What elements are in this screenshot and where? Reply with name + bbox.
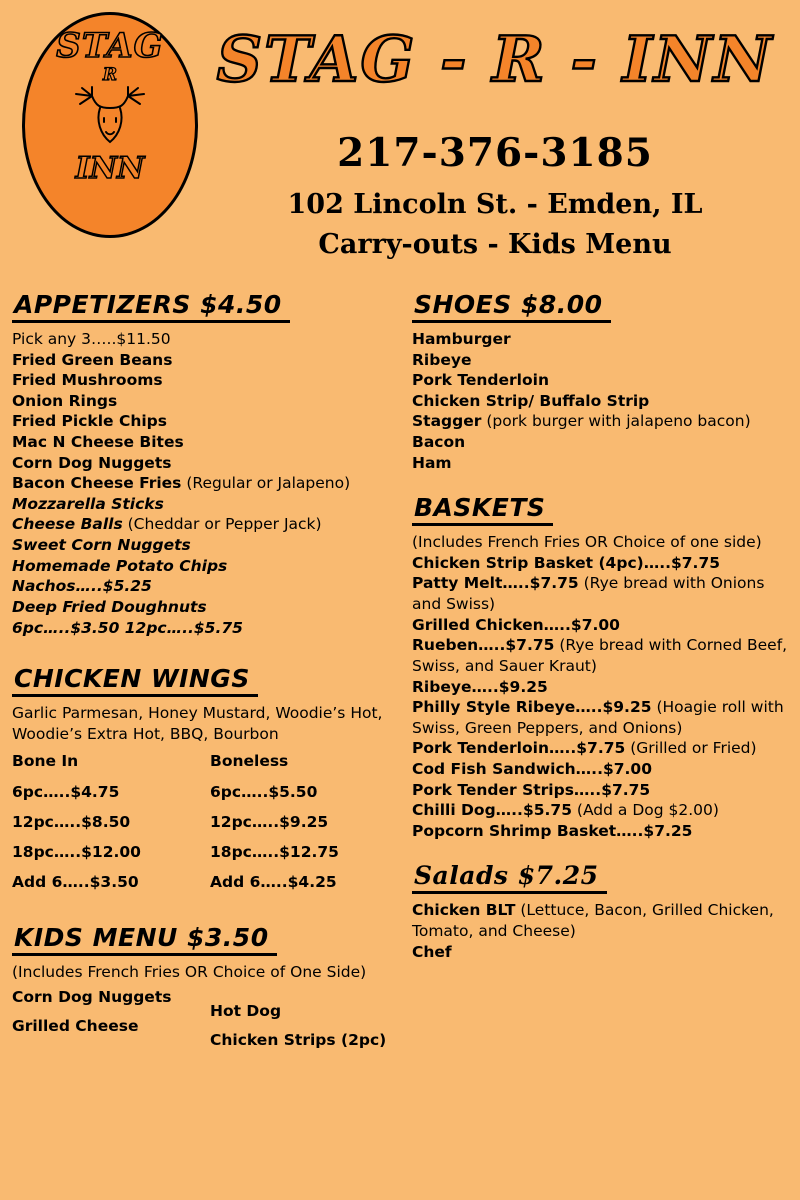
kids-item-grid — [12, 983, 408, 1054]
menu-item: Chilli Dog…..$5.75 (Add a Dog $2.00) — [412, 801, 719, 820]
menu-item: Pork Tenderloin…..$7.75 (Grilled or Fried) — [412, 739, 757, 758]
menu-item: Deep Fried Doughnuts — [12, 597, 207, 616]
kids-left-items — [12, 983, 210, 1054]
wings-bone-in — [12, 746, 210, 897]
appetizers-note: Pick any 3…..$11.50 — [12, 330, 171, 348]
price-line: 6pc…..$4.75 — [12, 782, 120, 801]
price-line: Add 6…..$4.25 — [210, 873, 337, 892]
menu-item: Fried Mushrooms — [12, 371, 163, 390]
page-title: STAG - R - INN — [216, 22, 774, 96]
logo-r-text: R — [102, 65, 118, 85]
shoes-heading: SHOES $8.00 — [412, 290, 611, 323]
section-chicken-wings — [12, 664, 408, 897]
price-line: Add 6…..$3.50 — [12, 873, 139, 892]
boneless-label: Boneless — [210, 752, 289, 771]
menu-item: Homemade Potato Chips — [12, 556, 228, 575]
menu-item: Ham — [412, 453, 452, 472]
menu-item: Fried Pickle Chips — [12, 412, 167, 431]
menu-item: Bacon — [412, 433, 466, 452]
menu-item: Onion Rings — [12, 391, 118, 410]
carryouts-label: Carry-outs - Kids Menu — [318, 229, 672, 260]
phone-number: 217-376-3185 — [337, 130, 653, 176]
menu-item: Ribeye — [412, 350, 472, 369]
restaurant-logo — [22, 12, 198, 238]
price-line: 12pc…..$8.50 — [12, 812, 131, 831]
menu-item: Chicken Strip Basket (4pc)…..$7.75 — [412, 553, 721, 572]
logo-stag-text: STAG — [56, 26, 164, 66]
menu-item: Chicken Strip/ Buffalo Strip — [412, 391, 650, 410]
baskets-heading: BASKETS — [412, 493, 553, 526]
menu-item: Bacon Cheese Fries (Regular or Jalapeno) — [12, 474, 351, 493]
section-baskets — [412, 493, 794, 841]
price-line: 18pc…..$12.00 — [12, 843, 141, 862]
menu-item: Rueben…..$7.75 (Rye bread with Corned Beef, Swiss, and Sauer Kraut) — [412, 636, 788, 675]
menu-item: Chicken BLT (Lettuce, Bacon, Grilled Chicken, Tomato, and Cheese) — [412, 901, 774, 941]
menu-item: Corn Dog Nuggets — [12, 453, 172, 472]
menu-item: Cheese Balls (Cheddar or Pepper Jack) — [12, 515, 322, 534]
menu-item: Pork Tender Strips…..$7.75 — [412, 780, 651, 799]
wings-boneless — [210, 746, 408, 897]
appetizers-heading: APPETIZERS $4.50 — [12, 290, 290, 323]
menu-item: Hot Dog — [210, 1002, 282, 1021]
menu-item: Cod Fish Sandwich…..$7.00 — [412, 759, 652, 778]
salads-heading: Salads $7.25 — [412, 861, 607, 894]
baskets-note: (Includes French Fries OR Choice of one side) — [412, 533, 762, 552]
menu-item: Nachos…..$5.25 — [12, 577, 152, 596]
kids-right-items — [210, 983, 408, 1054]
menu-item: Fried Green Beans — [12, 350, 173, 369]
right-column — [412, 290, 794, 966]
wings-flavors: Garlic Parmesan, Honey Mustard, Woodie’s Hot, Woodie’s Extra Hot, BBQ, Bourbon — [12, 704, 383, 743]
section-salads — [412, 861, 794, 962]
logo-inn-text: INN — [75, 151, 145, 186]
menu-item: Grilled Cheese — [12, 1016, 139, 1035]
bone-in-label: Bone In — [12, 752, 79, 771]
menu-header — [0, 0, 800, 278]
price-line: 12pc…..$9.25 — [210, 812, 329, 831]
menu-item: Patty Melt…..$7.75 (Rye bread with Onions and Swiss) — [412, 574, 765, 614]
wings-price-grid — [12, 746, 408, 897]
menu-item: Popcorn Shrimp Basket…..$7.25 — [412, 821, 693, 840]
menu-item: Grilled Chicken…..$7.00 — [412, 615, 620, 634]
street-address: 102 Lincoln St. - Emden, IL — [287, 189, 703, 220]
deer-head-icon — [62, 86, 158, 152]
menu-item: 6pc…..$3.50 12pc…..$5.75 — [12, 618, 243, 637]
section-appetizers — [12, 290, 408, 638]
kids-note: (Includes French Fries OR Choice of One Side) — [12, 963, 367, 982]
menu-item: Philly Style Ribeye…..$9.25 (Hoagie roll with Swiss, Green Peppers, and Onions) — [412, 698, 784, 737]
left-column — [12, 290, 408, 1058]
section-kids-menu — [12, 923, 408, 1054]
menu-item: Sweet Corn Nuggets — [12, 536, 191, 555]
menu-item: Stagger (pork burger with jalapeno bacon) — [412, 412, 751, 431]
kids-heading: KIDS MENU $3.50 — [12, 923, 277, 956]
price-line: 6pc…..$5.50 — [210, 782, 318, 801]
wings-heading: CHICKEN WINGS — [12, 664, 258, 697]
section-shoes — [412, 290, 794, 473]
menu-item: Chicken Strips (2pc) — [210, 1030, 387, 1049]
menu-item: Mozzarella Sticks — [12, 494, 164, 513]
menu-item: Pork Tenderloin — [412, 371, 549, 390]
menu-item: Corn Dog Nuggets — [12, 988, 172, 1007]
price-line: 18pc…..$12.75 — [210, 843, 339, 862]
menu-item: Hamburger — [412, 330, 511, 348]
menu-item: Mac N Cheese Bites — [12, 433, 184, 452]
menu-item: Chef — [412, 942, 452, 961]
menu-item: Ribeye…..$9.25 — [412, 677, 548, 696]
